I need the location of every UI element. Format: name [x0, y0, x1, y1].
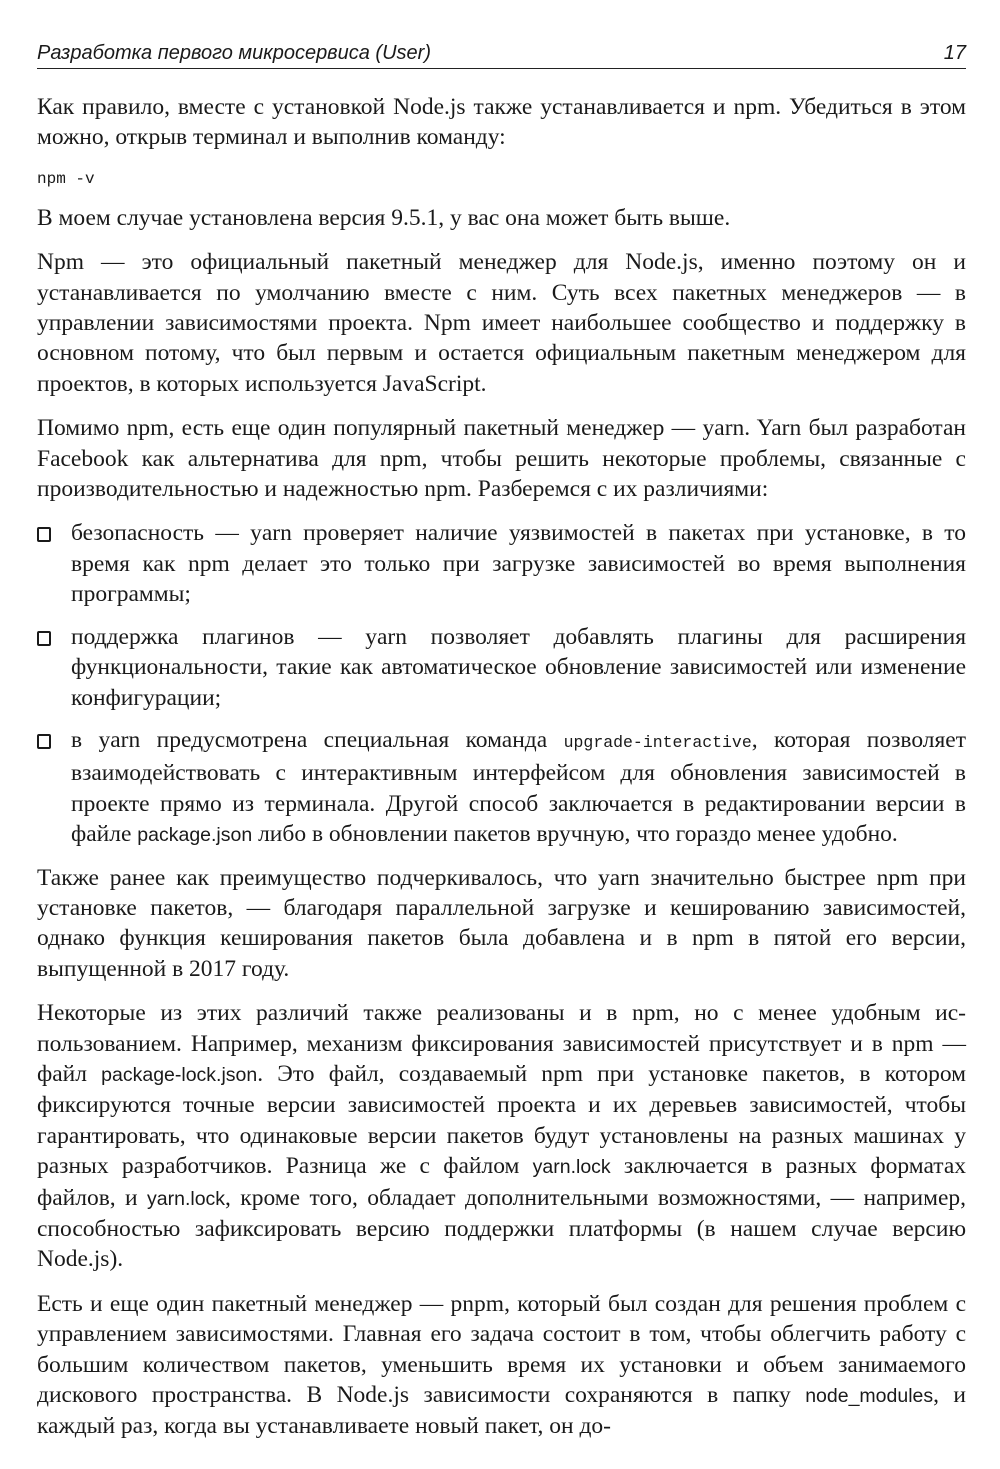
- checkbox-bullet-icon: [37, 734, 51, 749]
- list-item: [37, 622, 966, 713]
- code-command: npm -v: [37, 169, 95, 188]
- list-item: [37, 725, 966, 851]
- paragraph-6: [37, 998, 966, 1275]
- list-item-text: безопасность — yarn проверяет наличие уязвимостей в пакетах при установке, в то время как npm делает это только при загрузке зависимостей во время выполнения программы;: [71, 520, 966, 608]
- paragraph-2: В моем случае установлена версия 9.5.1, у вас она может быть выше.: [37, 204, 731, 231]
- text-run: Некоторые из этих различий также реализованы и в npm, но с менее удобным использованием. Например, механизм фиксирования зависимостей присутствует и в npm — файл: [37, 1000, 966, 1087]
- file-name: yarn.lock: [147, 1187, 226, 1210]
- file-name: package.json: [137, 824, 253, 847]
- checkbox-bullet-icon: [37, 631, 51, 646]
- file-name: package-lock.json: [101, 1063, 258, 1086]
- list-item-text: поддержка плагинов — yarn позволяет добавлять плагины для расширения функциональности, такие как автоматическое обновление зависимостей или изменение конфигурации;: [71, 623, 966, 711]
- list-item-text: [71, 725, 966, 851]
- running-header: [37, 38, 966, 69]
- text-run: , и каждый раз, когда вы устанавливаете новый пакет, он до-: [37, 1382, 967, 1440]
- paragraph-3: Npm — это официальный пакетный менеджер для Node.js, именно поэтому он и устанавливается по умолчанию вместе с ним. Суть всех пакетных менеджеров — в управлении зависимостями проекта. Npm имеет наибольшее сообщество и поддержку в основном потому, что был первым и остается официальным пакетным менеджером для проектов, в которых используется JavaScript.: [37, 249, 966, 397]
- inline-code: upgrade-interactive: [563, 732, 752, 752]
- file-name: yarn.lock: [532, 1156, 611, 1179]
- text-run: в yarn предусмотрена специальная команда: [71, 726, 564, 753]
- text-run: Есть и еще один пакетный менеджер — pnpm, который был создан для решения проблем с управлением зависимостями. Главная его задача состоит в том, чтобы облегчить работу с большим количеством пакетов, уменьшить время их установки и объем занимаемого дискового пространства. В Node.js зависимости сохраняются в папку: [37, 1290, 966, 1409]
- checkbox-bullet-icon: [37, 527, 51, 542]
- page-body: [37, 92, 966, 1456]
- paragraph-7: [37, 1289, 966, 1442]
- chapter-title: Разработка первого микросервиса (User): [37, 42, 431, 64]
- folder-name: node_modules: [805, 1385, 934, 1408]
- paragraph-4: Помимо npm, есть еще один популярный пакетный менеджер — yarn. Yarn был разработан Facebook как альтернатива для npm, чтобы решить некоторые проблемы, связанные с производительностью и надежностью npm. Разберемся с их различиями:: [37, 415, 966, 503]
- differences-list: [37, 518, 966, 850]
- paragraph-1: Как правило, вместе с установкой Node.js также устанавливается и npm. Убедиться в этом можно, открыв терминал и выполнив команду:: [37, 94, 966, 151]
- paragraph-5: Также ранее как преимущество подчеркивалось, что yarn значительно быстрее npm при установке пакетов, — благодаря параллельной загрузке и кешированию зависимостей, однако функция кеширования пакетов была добавлена и в npm в пятой его версии, выпущенной в 2017 году.: [37, 864, 966, 982]
- text-run: заключается в разных форматах файлов, и: [37, 1153, 967, 1211]
- page-number: 17: [943, 42, 966, 64]
- text-run: либо в обновлении пакетов вручную, что гораздо менее удобно.: [252, 821, 898, 848]
- text-run: , кроме того, обладает дополнительными возможностями, — например, способностью зафиксировать версию поддержки платформы (в нашем случае версию Node.js).: [37, 1184, 966, 1273]
- text-run: . Это файл, создаваемый npm при установке пакетов, в котором фиксируются точные версии зависимостей проекта и их деревьев зависимостей, чтобы гарантировать, что одинаковые версии пакетов будут установлены на разных машинах у разных разработчиков. Разница же с файлом: [37, 1060, 967, 1180]
- text-run: , которая позволяет взаимодействовать с интерактивным интерфейсом для обновления зависимостей в проекте прямо из терминала. Другой способ заключается в редактировании версии в файле: [71, 726, 967, 848]
- list-item: [37, 518, 966, 609]
